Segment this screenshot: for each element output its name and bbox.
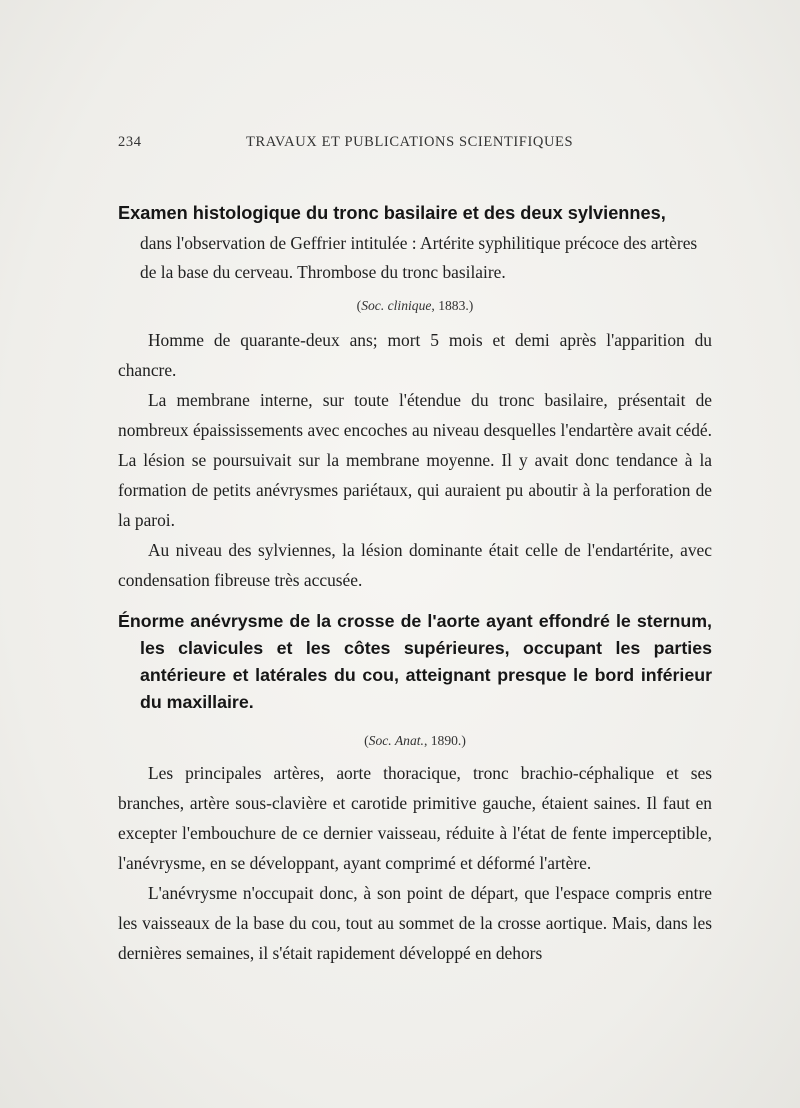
citation-year: , 1883.) [431,298,474,313]
citation [118,730,712,752]
section-aortic-aneurysm [118,608,712,968]
citation-year: , 1890.) [423,733,466,748]
page-number: 234 [118,134,142,150]
section-heading [118,198,712,287]
citation-journal: Soc. clinique [361,298,432,313]
citation-open: ( [364,733,369,748]
paragraph: L'anévrysme n'occupait donc, à son point de départ, que l'espace compris entre les vaisseaux de la base du cou, tout au sommet de la crosse aortique. Mais, dans les dernières semaines, il s'était rapidement développé en dehors [118,883,712,963]
section-heading-continuation: dans l'observation de Geffrier intitulée : Artérite syphilitique précoce des artères de la base du cerveau. Thrombose du tronc basilaire. [140,233,698,282]
paragraph: La membrane interne, sur toute l'étendue du tronc basilaire, présentait de nombreux épaississements avec encoches au niveau desquelles l'endartère avait cédé. La lésion se poursuivait sur la membrane moyenne. Il y avait donc tendance à la formation de petits anévrysmes pariétaux, qui auraient pu aboutir à la perforation de la paroi. [118,390,712,530]
citation [118,295,712,317]
paragraph: Les principales artères, aorte thoracique, tronc brachio-céphalique et ses branches, artère sous-clavière et carotide primitive gauche, étaient saines. Il faut en excepter l'embouchure de ce dernier vaisseau, réduite à l'état de fente imperceptible, l'anévrysme, en se développant, ayant comprimé et déformé l'artère. [118,763,712,873]
running-title: TRAVAUX ET PUBLICATIONS SCIENTIFIQUES [246,134,574,150]
paragraph: Au niveau des sylviennes, la lésion dominante était celle de l'endartérite, avec condensation fibreuse très accusée. [118,540,712,590]
running-head [118,134,708,154]
citation-journal: Soc. Anat. [368,733,424,748]
section-basilar-examination [118,198,712,595]
section-heading: Énorme anévrysme de la crosse de l'aorte ayant effondré le sternum, les clavicules et les côtes supérieures, occupant les parties antérieure et latérales du cou, atteignant presque le bord inférieur du maxillaire. [118,611,712,712]
citation-open: ( [356,298,362,313]
section-heading-bold: Examen histologique du tronc basilaire et des deux sylviennes, [118,203,666,223]
paragraph: Homme de quarante-deux ans; mort 5 mois et demi après l'apparition du chancre. [118,330,712,380]
